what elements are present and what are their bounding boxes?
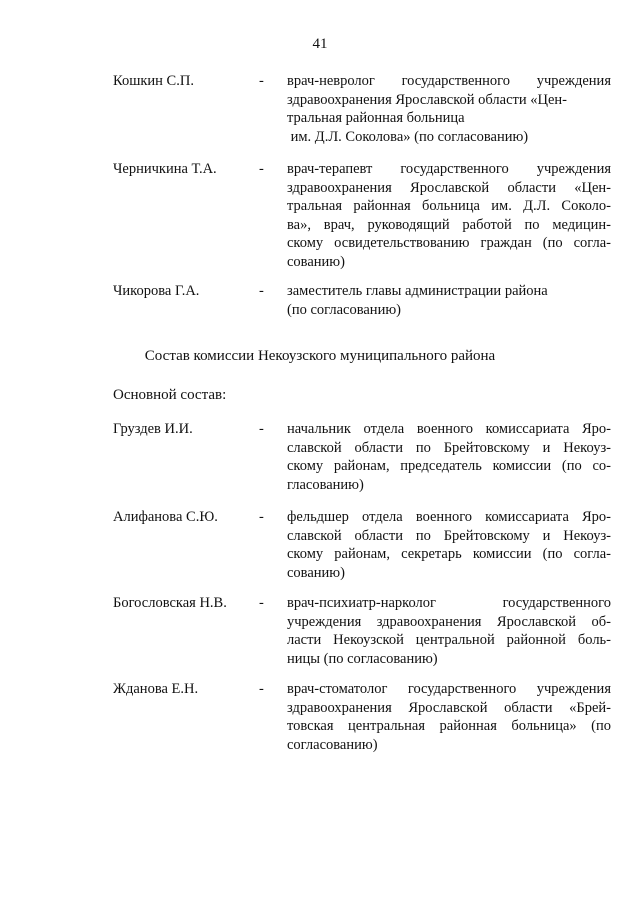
description-line: товская центральная районная больница» (по bbox=[287, 718, 611, 735]
section-title: Состав комиссии Некоузского муниципального района bbox=[144, 348, 496, 364]
member-name: Алифанова С.Ю. bbox=[113, 509, 218, 525]
description-line: ласти Некоузской центральной районной боль- bbox=[287, 632, 611, 649]
description-line: врач-невролог государственного учреждения bbox=[287, 73, 611, 89]
member-dash: - bbox=[259, 161, 264, 177]
description-line: ва», врач, руководящий работой по медицин- bbox=[287, 216, 611, 233]
description-line: славской области по Брейтовскому и Некоуз- bbox=[287, 439, 611, 456]
description-line: заместитель главы администрации района bbox=[287, 283, 548, 299]
member-name: Черничкина Т.А. bbox=[113, 161, 217, 177]
description-line: ницы (по согласованию) bbox=[287, 650, 438, 667]
description-line: тральная районная больница им. Д.Л. Соколо- bbox=[287, 198, 611, 215]
member-description bbox=[287, 508, 611, 582]
member-dash: - bbox=[259, 595, 264, 611]
page-number: 41 bbox=[312, 36, 328, 52]
description-line: здравоохранения Ярославской области «Брей- bbox=[287, 699, 611, 716]
member-dash: - bbox=[259, 509, 264, 525]
description-line: им. Д.Л. Соколова» (по согласованию) bbox=[287, 128, 529, 145]
description-line: сованию) bbox=[287, 253, 345, 270]
member-dash: - bbox=[259, 421, 264, 437]
member-dash: - bbox=[259, 681, 264, 697]
description-line: здравоохранения Ярославской области «Цен- bbox=[287, 91, 567, 108]
member-description bbox=[287, 594, 611, 668]
description-line: скому районам, председатель комиссии (по со- bbox=[287, 458, 611, 475]
description-line: врач-стоматолог государственного учреждения bbox=[287, 681, 611, 697]
description-line: врач-психиатр-нарколог государственного bbox=[287, 595, 611, 611]
description-line: согласованию) bbox=[287, 736, 378, 753]
description-line: сованию) bbox=[287, 564, 345, 581]
member-name: Кошкин С.П. bbox=[113, 73, 194, 89]
member-name: Жданова Е.Н. bbox=[113, 681, 199, 697]
member-description bbox=[287, 420, 611, 494]
description-line: врач-терапевт государственного учреждения bbox=[287, 161, 611, 177]
member-description bbox=[287, 72, 611, 146]
description-line: скому освидетельствованию граждан (по согла- bbox=[287, 235, 611, 252]
description-line: тральная районная больница bbox=[287, 110, 465, 127]
description-line: учреждения здравоохранения Ярославской об- bbox=[287, 613, 611, 630]
description-line: начальник отдела военного комиссариата Яро- bbox=[287, 421, 611, 437]
member-description bbox=[287, 680, 611, 754]
member-name: Богословская Н.В. bbox=[113, 595, 227, 611]
description-line: фельдшер отдела военного комиссариата Яро- bbox=[287, 509, 611, 525]
description-line: (по согласованию) bbox=[287, 301, 401, 318]
member-dash: - bbox=[259, 283, 264, 299]
member-dash: - bbox=[259, 73, 264, 89]
subsection-title: Основной состав: bbox=[113, 387, 227, 403]
description-line: здравоохранения Ярославской области «Цен- bbox=[287, 179, 611, 196]
member-description bbox=[287, 160, 611, 272]
member-name: Груздев И.И. bbox=[113, 421, 193, 437]
description-line: гласованию) bbox=[287, 476, 364, 493]
member-name: Чикорова Г.А. bbox=[113, 283, 200, 299]
description-line: скому районам, секретарь комиссии (по согла- bbox=[287, 546, 611, 563]
description-line: славской области по Брейтовскому и Некоуз- bbox=[287, 527, 611, 544]
member-description bbox=[287, 282, 611, 319]
